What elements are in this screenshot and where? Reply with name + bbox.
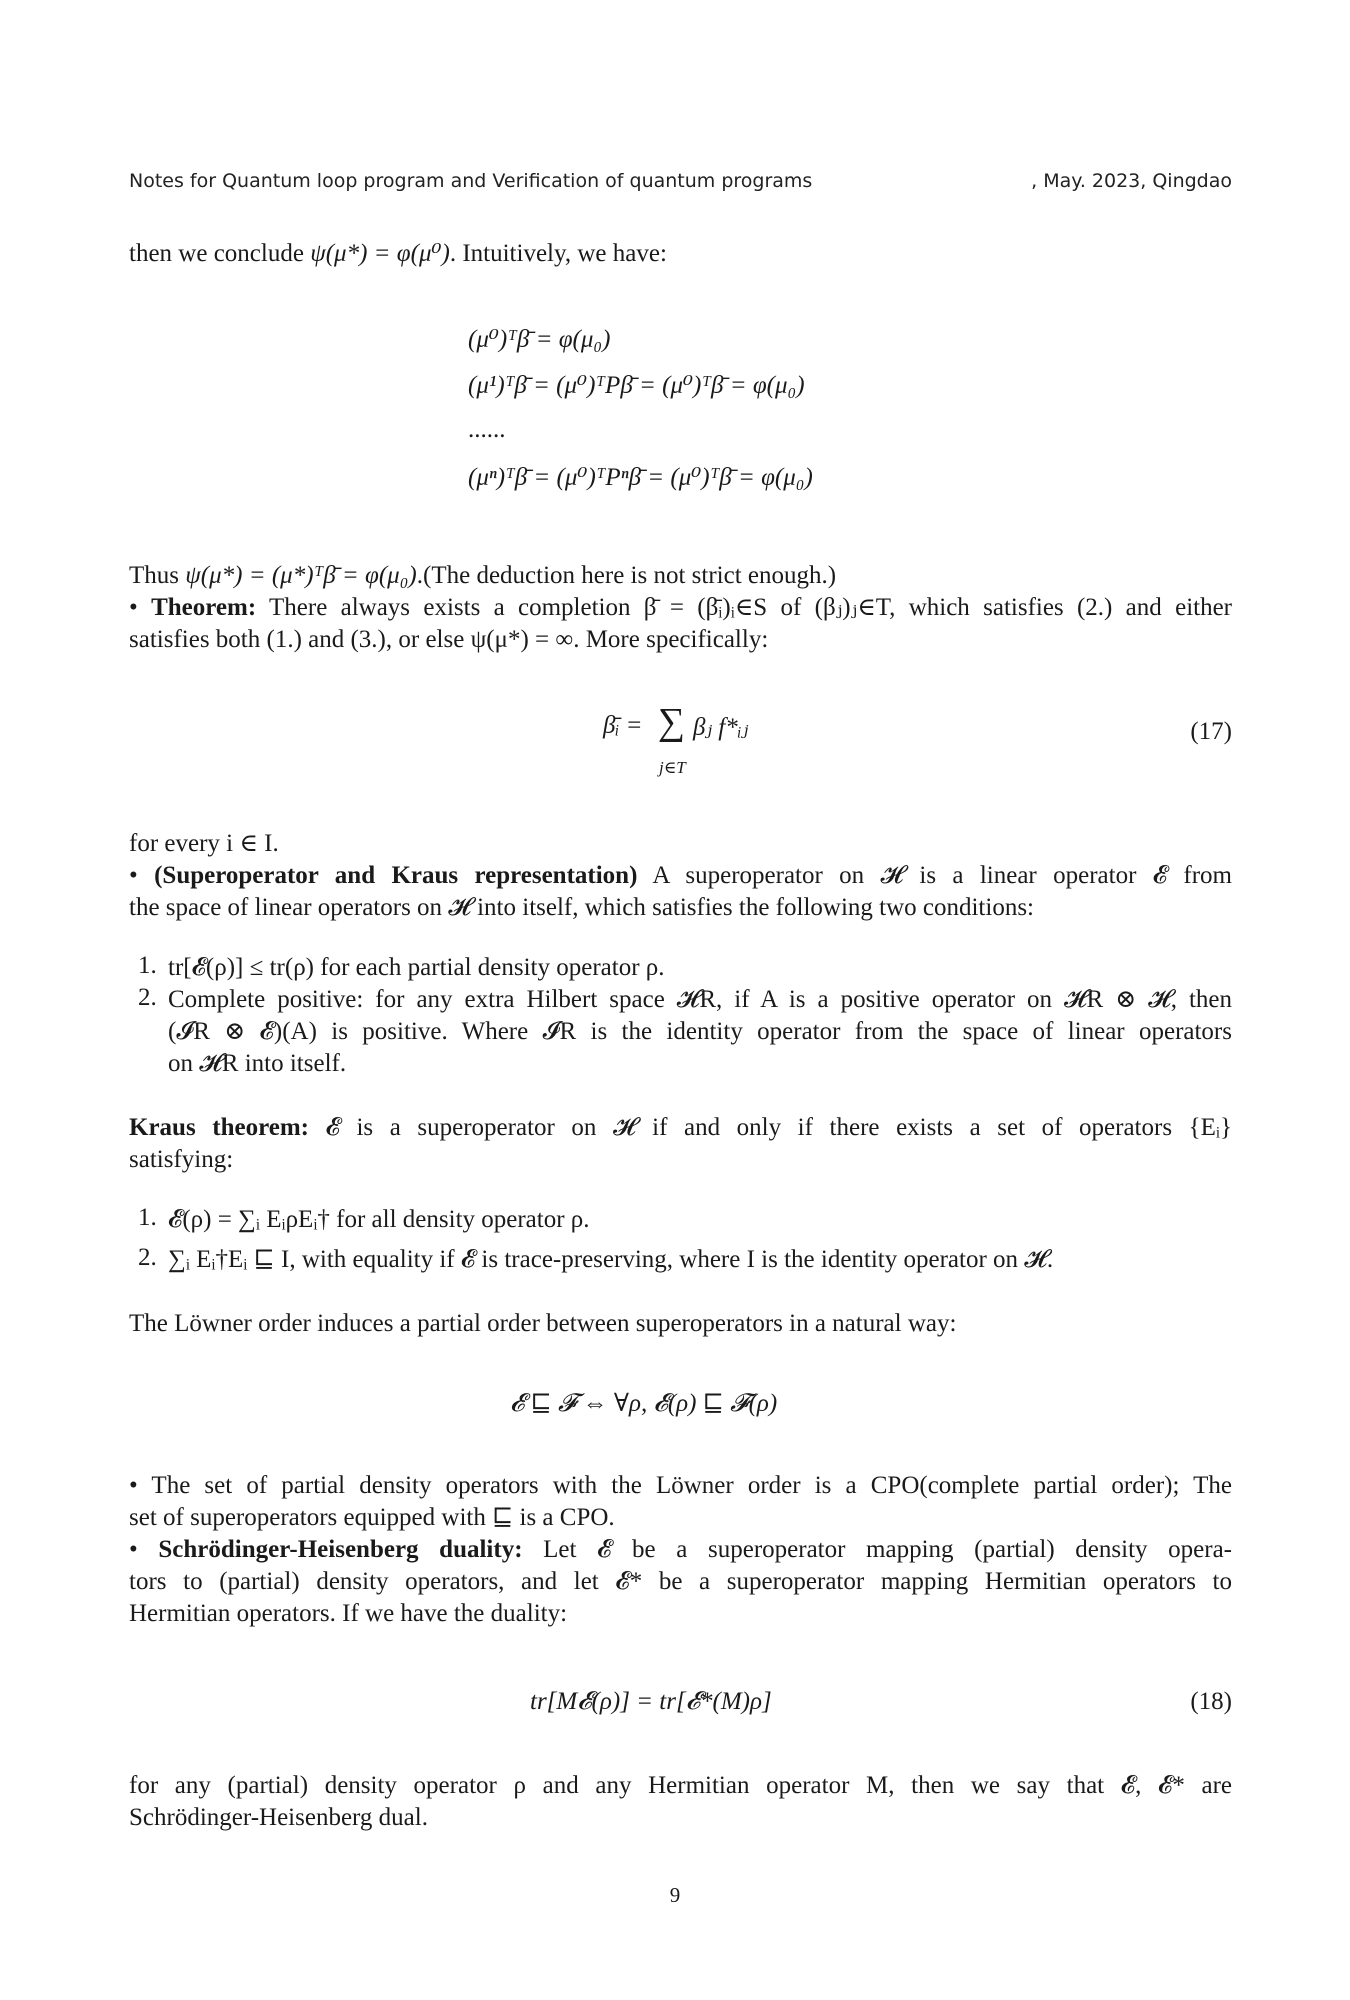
- list-number: 1.: [138, 952, 157, 979]
- list-number: 1.: [138, 1204, 157, 1231]
- theorem-line-1: • Theorem: There always exists a completion β̄ = (β̄ᵢ)ᵢ∈S of (βⱼ)ⱼ∈T, which satisfies (2.) and either: [129, 594, 1233, 621]
- condition-2-line-3: on 𝓗R into itself.: [168, 1050, 347, 1077]
- for-every-line: for every i ∈ I.: [129, 830, 279, 857]
- lowner-line: The Löwner order induces a partial order between superoperators in a natural way:: [129, 1310, 957, 1337]
- superoperator-line-2: the space of linear operators on 𝓗 into itself, which satisfies the following two conditions:: [129, 894, 1034, 921]
- equation-number-17: (17): [1190, 718, 1232, 745]
- theorem-line-2: satisfies both (1.) and (3.), or else ψ(μ*) = ∞. More specifically:: [129, 626, 769, 653]
- equation-18: tr[M𝓔(ρ)] = tr[𝓔*(M)ρ]: [530, 1688, 772, 1715]
- duality-line-1: • Schrödinger-Heisenberg duality: Let 𝓔 be a superoperator mapping (partial) density opera-: [129, 1536, 1232, 1563]
- running-header-venue: , May. 2023, Qingdao: [1031, 170, 1232, 192]
- superoperator-label: (Superoperator and Kraus representation): [154, 862, 638, 889]
- duality-label: Schrödinger-Heisenberg duality:: [158, 1536, 523, 1563]
- running-header-title: Notes for Quantum loop program and Verification of quantum programs: [129, 170, 813, 192]
- page-number: 9: [669, 1883, 681, 1907]
- thus-line: Thus ψ(μ*) = (μ*)ᵀβ̄ = φ(μ₀).(The deduction here is not strict enough.): [129, 562, 837, 589]
- final-line-1: for any (partial) density operator ρ and any Hermitian operator M, then we say that 𝓔, 𝓔* are: [129, 1772, 1232, 1799]
- final-line-2: Schrödinger-Heisenberg dual.: [129, 1804, 428, 1831]
- equation-ellipsis: ......: [468, 416, 506, 443]
- intro-line: then we conclude ψ(μ*) = φ(μ⁰). Intuitively, we have:: [129, 240, 667, 267]
- equation-mun: (μⁿ)ᵀβ̄ = (μ⁰)ᵀPⁿβ̄ = (μ⁰)ᵀβ̄ = φ(μ₀): [468, 464, 813, 491]
- summation-symbol: ∑: [658, 701, 686, 743]
- equation-mu1: (μ¹)ᵀβ̄ = (μ⁰)ᵀPβ̄ = (μ⁰)ᵀβ̄ = φ(μ₀): [468, 372, 805, 399]
- duality-line-2: tors to (partial) density operators, and let 𝓔* be a superoperator mapping Hermitian operators to: [129, 1568, 1232, 1595]
- condition-2-line-2: (𝓘R ⊗ 𝓔)(A) is positive. Where 𝓘R is the identity operator from the space of linear operators: [168, 1018, 1232, 1045]
- equation-order: 𝓔 ⊑ 𝓕 ⇔ ∀ρ, 𝓔(ρ) ⊑ 𝓕(ρ): [510, 1390, 778, 1417]
- kraus-line-2: satisfying:: [129, 1146, 234, 1173]
- equation-17-lhs: β̄ᵢ =: [603, 712, 643, 739]
- equation-number-18: (18): [1190, 1688, 1232, 1715]
- theorem-label: Theorem:: [151, 594, 257, 621]
- condition-2-line-1: Complete positive: for any extra Hilbert space 𝓗R, if A is a positive operator on 𝓗R ⊗ 𝓗, then: [168, 986, 1232, 1013]
- list-number: 2.: [138, 1244, 157, 1271]
- cpo-line-2: set of superoperators equipped with ⊑ is a CPO.: [129, 1504, 615, 1531]
- superoperator-line-1: • (Superoperator and Kraus representation) A superoperator on 𝓗 is a linear operator 𝓔 from: [129, 862, 1232, 889]
- summation-index: j∈T: [659, 758, 686, 777]
- kraus-line-1: Kraus theorem: 𝓔 is a superoperator on 𝓗 if and only if there exists a set of operators {Eᵢ}: [129, 1114, 1232, 1141]
- cpo-line-1: • The set of partial density operators with the Löwner order is a CPO(complete partial order); The: [129, 1472, 1232, 1499]
- kraus-condition-2: ∑ᵢ Eᵢ†Eᵢ ⊑ I, with equality if 𝓔 is trace-preserving, where I is the identity operator on 𝓗.: [168, 1246, 1054, 1273]
- equation-17-rhs: βⱼ f*ᵢⱼ: [693, 714, 749, 741]
- list-number: 2.: [138, 984, 157, 1011]
- condition-1: tr[𝓔(ρ)] ≤ tr(ρ) for each partial density operator ρ.: [168, 954, 665, 981]
- kraus-label: Kraus theorem:: [129, 1114, 309, 1141]
- kraus-condition-1: 𝓔(ρ) = ∑ᵢ EᵢρEᵢ† for all density operator ρ.: [168, 1206, 590, 1233]
- duality-line-3: Hermitian operators. If we have the duality:: [129, 1600, 568, 1627]
- equation-mu0: (μ⁰)ᵀβ̄ = φ(μ₀): [468, 326, 611, 353]
